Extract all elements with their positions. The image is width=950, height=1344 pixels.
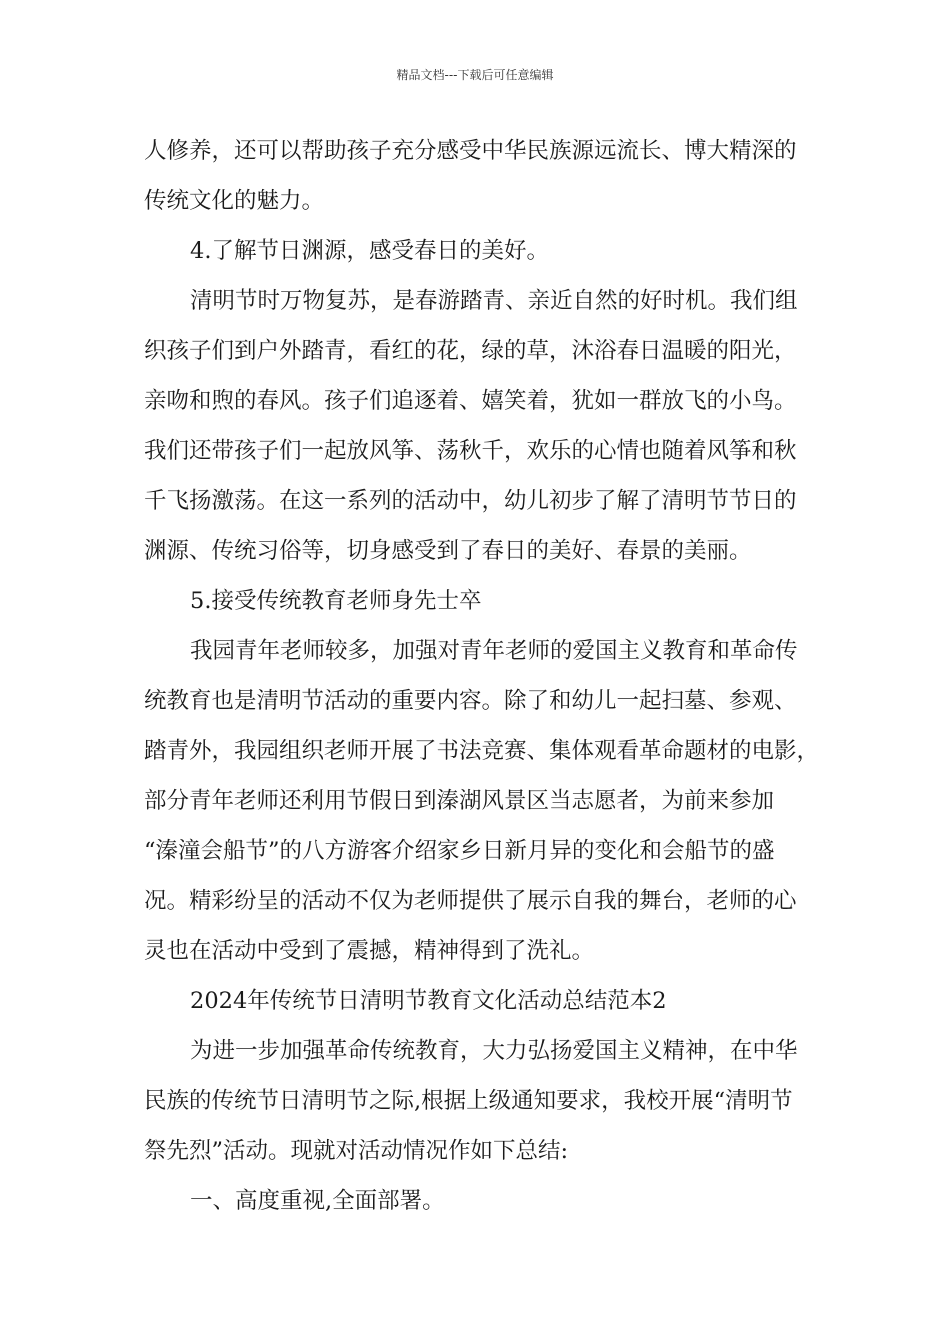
text-line: 况。精彩纷呈的活动不仅为老师提供了展示自我的舞台，老师的心 [144,888,797,914]
text-line: 渊源、传统习俗等，切身感受到了春日的美好、春景的美丽。 [144,538,752,564]
text-line: 祭先烈”活动。现就对活动情况作如下总结: [144,1138,569,1164]
text-line: 传统文化的魅力。 [144,188,325,214]
text-line: 为进一步加强革命传统教育，大力弘扬爱国主义精神，在中华 [190,1038,798,1064]
text-line: 我园青年老师较多，加强对青年老师的爱国主义教育和革命传 [190,638,798,664]
page-header: 精品文档---下载后可任意编辑 [396,68,554,82]
text-line: 清明节时万物复苏，是春游踏青、亲近自然的好时机。我们组 [190,288,798,314]
text-line: “溱潼会船节”的八方游客介绍家乡日新月异的变化和会船节的盛 [144,838,775,864]
text-line: 4.了解节日渊源，感受春日的美好。 [190,238,549,264]
text-line: 部分青年老师还利用节假日到溱湖风景区当志愿者，为前来参加 [144,788,775,814]
text-line: 人修养，还可以帮助孩子充分感受中华民族源远流长、博大精深的 [144,138,797,164]
text-line: 统教育也是清明节活动的重要内容。除了和幼儿一起扫墓、参观、 [144,688,797,714]
document-body [144,126,820,1226]
text-line: 亲吻和煦的春风。孩子们追逐着、嬉笑着，犹如一群放飞的小鸟。 [144,388,797,414]
text-line: 我们还带孩子们一起放风筝、荡秋千，欢乐的心情也随着风筝和秋 [144,438,797,464]
text-line: 踏青外，我园组织老师开展了书法竞赛、集体观看革命题材的电影， [144,738,820,764]
text-line: 千飞扬激荡。在这一系列的活动中，幼儿初步了解了清明节节日的 [144,488,797,514]
section-heading: 2024年传统节日清明节教育文化活动总结范本2 [190,988,667,1014]
text-line: 民族的传统节日清明节之际,根据上级通知要求，我校开展“清明节 [144,1088,793,1114]
text-line: 灵也在活动中受到了震撼，精神得到了洗礼。 [144,938,595,964]
text-line: 一、高度重视,全面部署。 [190,1188,445,1214]
text-line: 5.接受传统教育老师身先士卒 [190,588,482,614]
text-line: 织孩子们到户外踏青，看红的花，绿的草，沐浴春日温暖的阳光， [144,338,797,364]
